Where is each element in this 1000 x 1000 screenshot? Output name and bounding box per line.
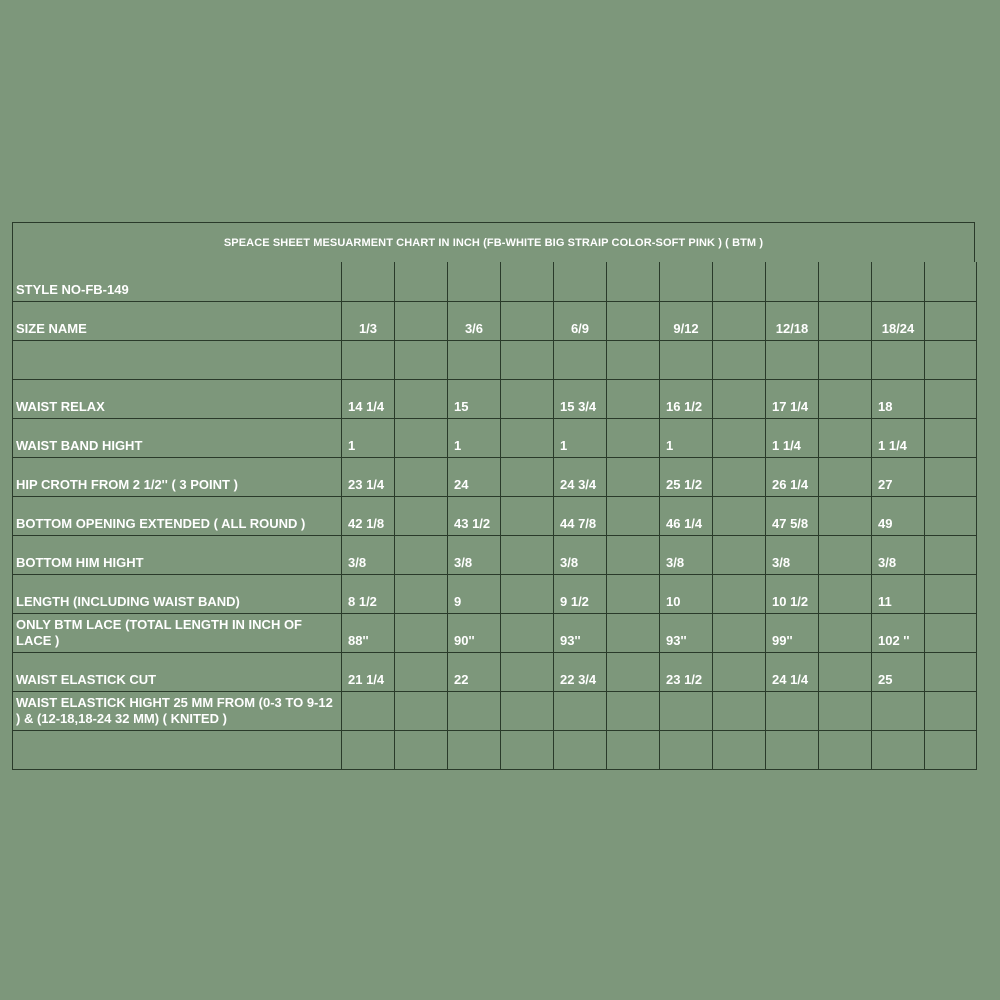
measurement-value: 46 1/4 [660,496,713,535]
measurement-value [554,691,607,730]
table-cell [342,730,395,769]
table-cell [342,262,395,301]
table-cell [554,262,607,301]
table-cell [819,379,872,418]
measurement-value: 93'' [660,613,713,652]
measurement-sheet [12,222,976,788]
size-name-label: SIZE NAME [13,301,342,340]
measurement-value: 22 3/4 [554,652,607,691]
table-cell [395,262,448,301]
table-cell [395,496,448,535]
table-row [13,379,977,418]
measurement-value: 99'' [766,613,819,652]
measurement-value: 25 1/2 [660,457,713,496]
sheet-title: SPEACE SHEET MESUARMENT CHART IN INCH (FB-WHITE BIG STRAIP COLOR-SOFT PINK ) ( BTM ) [12,222,975,262]
measurement-label: ONLY BTM LACE (TOTAL LENGTH IN INCH OF LACE ) [13,613,342,652]
table-cell [13,340,342,379]
table-cell [501,535,554,574]
table-cell [395,340,448,379]
table-cell [819,262,872,301]
measurement-value: 15 [448,379,501,418]
table-row [13,652,977,691]
table-cell [713,340,766,379]
table-cell [819,652,872,691]
table-cell [925,535,977,574]
measurement-value [660,691,713,730]
table-cell [925,613,977,652]
table-cell [554,730,607,769]
table-cell [925,691,977,730]
size-header-4: 12/18 [766,301,819,340]
table-cell [607,262,660,301]
measurement-value: 23 1/4 [342,457,395,496]
table-cell [501,457,554,496]
measurement-value: 22 [448,652,501,691]
measurement-value: 18 [872,379,925,418]
table-cell [607,496,660,535]
table-cell [501,496,554,535]
measurement-value: 3/8 [448,535,501,574]
measurement-label: WAIST BAND HIGHT [13,418,342,457]
measurement-value [342,691,395,730]
measurement-value [448,691,501,730]
measurement-value: 93'' [554,613,607,652]
table-cell [607,535,660,574]
table-cell [819,457,872,496]
table-cell [607,730,660,769]
table-cell [501,613,554,652]
table-cell [448,262,501,301]
table-cell [872,730,925,769]
table-cell [501,652,554,691]
measurement-value: 24 3/4 [554,457,607,496]
measurement-value: 26 1/4 [766,457,819,496]
table-cell [713,262,766,301]
table-cell [925,496,977,535]
table-row [13,613,977,652]
style-no-label: STYLE NO-FB-149 [13,262,342,301]
table-cell [819,574,872,613]
table-cell [925,262,977,301]
measurement-value: 8 1/2 [342,574,395,613]
table-cell [713,301,766,340]
table-cell [713,418,766,457]
table-cell [554,340,607,379]
table-cell [713,730,766,769]
measurement-label: BOTTOM HIM HIGHT [13,535,342,574]
measurement-value: 3/8 [872,535,925,574]
table-cell [925,418,977,457]
table-row [13,574,977,613]
table-cell [819,340,872,379]
table-cell [448,730,501,769]
table-cell [501,691,554,730]
table-cell [607,379,660,418]
measurement-value: 24 1/4 [766,652,819,691]
measurement-value: 1 1/4 [766,418,819,457]
measurement-label: WAIST RELAX [13,379,342,418]
table-cell [607,574,660,613]
table-cell [395,652,448,691]
measurement-value: 42 1/8 [342,496,395,535]
table-cell [395,418,448,457]
measurement-value: 9 1/2 [554,574,607,613]
table-cell [713,652,766,691]
table-cell [660,340,713,379]
measurement-value: 9 [448,574,501,613]
table-cell [819,730,872,769]
measurement-value: 14 1/4 [342,379,395,418]
table-row [13,691,977,730]
measurement-value: 49 [872,496,925,535]
table-cell [395,535,448,574]
measurement-label: HIP CROTH FROM 2 1/2'' ( 3 POINT ) [13,457,342,496]
table-cell [501,301,554,340]
table-cell [713,574,766,613]
table-cell [925,574,977,613]
table-cell [395,379,448,418]
size-header-3: 9/12 [660,301,713,340]
measurement-value: 47 5/8 [766,496,819,535]
measurement-value: 1 [554,418,607,457]
measurement-value: 1 [660,418,713,457]
table-cell [925,730,977,769]
measurement-value [766,691,819,730]
table-cell [713,496,766,535]
measurement-value: 3/8 [766,535,819,574]
size-header-5: 18/24 [872,301,925,340]
table-cell [607,457,660,496]
measurement-value: 43 1/2 [448,496,501,535]
table-cell [819,418,872,457]
measurement-value [872,691,925,730]
size-header-2: 6/9 [554,301,607,340]
table-cell [819,496,872,535]
measurement-value: 44 7/8 [554,496,607,535]
table-cell [501,730,554,769]
table-row [13,535,977,574]
table-cell [766,340,819,379]
measurement-value: 1 1/4 [872,418,925,457]
measurement-label: BOTTOM OPENING EXTENDED ( ALL ROUND ) [13,496,342,535]
measurement-value: 102 '' [872,613,925,652]
table-cell [448,340,501,379]
table-cell [660,262,713,301]
table-cell [395,730,448,769]
measurement-value: 16 1/2 [660,379,713,418]
table-cell [501,379,554,418]
table-cell [501,574,554,613]
table-cell [766,262,819,301]
measurement-value: 1 [342,418,395,457]
measurement-label: LENGTH (INCLUDING WAIST BAND) [13,574,342,613]
measurement-label: WAIST ELASTICK HIGHT 25 MM FROM (0-3 TO 9-12 ) & (12-18,18-24 32 MM) ( KNITED ) [13,691,342,730]
table-cell [660,730,713,769]
table-row [13,496,977,535]
measurement-value: 24 [448,457,501,496]
table-cell [607,691,660,730]
measurement-value: 3/8 [342,535,395,574]
table-cell [395,613,448,652]
table-cell [872,262,925,301]
table-cell [713,613,766,652]
table-cell [925,301,977,340]
table-cell [395,574,448,613]
table-cell [925,652,977,691]
measurement-value: 10 1/2 [766,574,819,613]
table-cell [607,613,660,652]
measurement-value: 17 1/4 [766,379,819,418]
measurement-value: 15 3/4 [554,379,607,418]
table-cell [925,457,977,496]
table-cell [607,301,660,340]
table-cell [13,730,342,769]
table-cell [395,301,448,340]
table-cell [713,457,766,496]
table-cell [713,691,766,730]
table-cell [872,340,925,379]
table-cell [819,301,872,340]
measurement-value: 3/8 [660,535,713,574]
size-header-1: 3/6 [448,301,501,340]
table-row [13,418,977,457]
table-cell [395,691,448,730]
measurement-value: 88'' [342,613,395,652]
blank-row [13,730,977,769]
table-cell [395,457,448,496]
measurement-value: 1 [448,418,501,457]
table-cell [501,340,554,379]
measurement-value: 11 [872,574,925,613]
size-row [13,301,977,340]
size-header-0: 1/3 [342,301,395,340]
table-cell [925,340,977,379]
measurement-table [12,262,977,770]
style-row [13,262,977,301]
table-row [13,457,977,496]
table-cell [342,340,395,379]
table-cell [819,691,872,730]
measurement-value: 10 [660,574,713,613]
table-cell [607,340,660,379]
table-cell [766,730,819,769]
measurement-value: 27 [872,457,925,496]
measurement-value: 23 1/2 [660,652,713,691]
table-cell [713,535,766,574]
table-cell [501,262,554,301]
table-cell [607,652,660,691]
table-cell [819,535,872,574]
measurement-value: 25 [872,652,925,691]
measurement-value: 3/8 [554,535,607,574]
table-cell [501,418,554,457]
table-cell [819,613,872,652]
measurement-value: 21 1/4 [342,652,395,691]
table-cell [713,379,766,418]
measurement-value: 90'' [448,613,501,652]
measurement-label: WAIST ELASTICK CUT [13,652,342,691]
blank-row [13,340,977,379]
table-cell [925,379,977,418]
table-cell [607,418,660,457]
